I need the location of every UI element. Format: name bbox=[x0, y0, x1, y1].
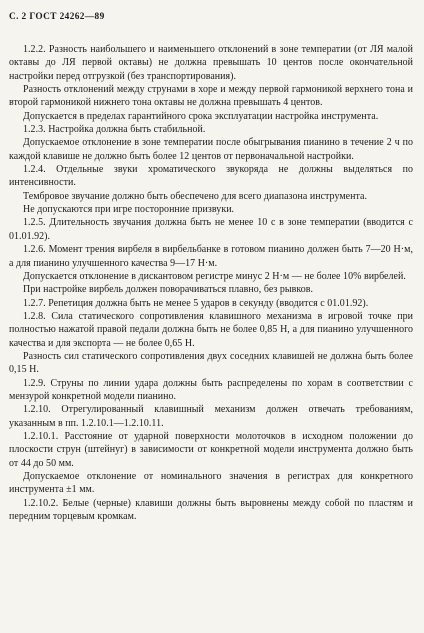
paragraph-treble-deviation: Допускается отклонение в дискантовом регистре минус 2 Н·м — не более 10% вирбелей. bbox=[23, 270, 406, 282]
paragraph-1-2-10-2: 1.2.10.2. Белые (черные) клавиши должны быть выровнены между собой по пластям и передним торцевым кромкам. bbox=[9, 497, 413, 523]
paragraph-register-tolerance: Допускаемое отклонение от номинального значения в регистрах для конкретного инструмента ±1 мм. bbox=[9, 471, 413, 496]
paragraph-timbre: Тембровое звучание должно быть обеспечено для всего диапазона инструмента. bbox=[23, 190, 368, 202]
paragraph-warranty-tuning: Допускается в пределах гарантийного срока эксплуатации настройка инструмента. bbox=[23, 110, 379, 122]
paragraph-1-2-10-1: 1.2.10.1. Расстояние от ударной поверхности молоточков в исходном положении до плоскости струн (штейнуг) в зависимости от конкретной модели инструмента должно быть от 44 до 50 мм. bbox=[9, 430, 413, 469]
paragraph-1-2-10: 1.2.10. Отрегулированный клавишный механизм должен отвечать требованиям, указанным в пп. 1.2.10.1—1.2.10.11. bbox=[9, 404, 413, 429]
paragraph-1-2-4: 1.2.4. Отдельные звуки хроматического звукоряда не должны выделяться по интенсивности. bbox=[9, 164, 413, 189]
paragraph-1-2-9: 1.2.9. Струны по линии удара должны быть распределены по хорам в соответствии с мензурой конкретной модели пианино. bbox=[9, 377, 413, 402]
paragraph-no-noise: Не допускаются при игре посторонние призвуки. bbox=[23, 204, 235, 216]
paragraph-key-difference: Разность сил статического сопротивления двух соседних клавишей не должна быть более 0,15 Н. bbox=[9, 350, 413, 376]
paragraph-string-deviation: Разность отклонений между струнами в хоре и между первой гармоникой верхнего тона и второй гармоникой нижнего тона октавы не должна превышать 4 центов. bbox=[9, 84, 413, 109]
paragraph-1-2-5: 1.2.5. Длительность звучания должна быть не менее 10 с в зоне температии (вводится с 01.01.92). bbox=[9, 217, 413, 242]
paragraph-1-2-6: 1.2.6. Момент трения вирбеля в вирбельбанке в готовом пианино должен быть 7—20 Н·м, а для пианино улучшенного качества 9—17 Н·м. bbox=[9, 244, 413, 269]
page-header: С. 2 ГОСТ 24262—89 bbox=[9, 12, 105, 22]
paragraph-tuning-tolerance: Допускаемое отклонение в зоне температии после обыгрывания пианино в течение 2 ч по каждой клавише не должно быть более 12 центов от первоначальной настройки. bbox=[9, 137, 413, 162]
paragraph-1-2-7: 1.2.7. Репетиция должна быть не менее 5 ударов в секунду (вводится с 01.01.92). bbox=[23, 297, 369, 309]
paragraph-1-2-8: 1.2.8. Сила статического сопротивления клавишного механизма в игровой точке при полностью нажатой правой педали должна быть не более 0,85 Н, а для пианино улучшенного качества и для экспорта — не более 0,65 Н. bbox=[9, 310, 413, 349]
paragraph-1-2-2: 1.2.2. Разность наибольшего и наименьшего отклонений в зоне температии (от ЛЯ малой октавы до ЛЯ первой октавы) не должна превышать 10 центов после окончательной настройки перед отгрузкой (без транспортирования). bbox=[9, 44, 413, 82]
paragraph-pin-turning: При настройке вирбель должен поворачиваться плавно, без рывков. bbox=[23, 284, 314, 296]
paragraph-1-2-3: 1.2.3. Настройка должна быть стабильной. bbox=[23, 124, 206, 136]
document-body bbox=[9, 43, 413, 523]
